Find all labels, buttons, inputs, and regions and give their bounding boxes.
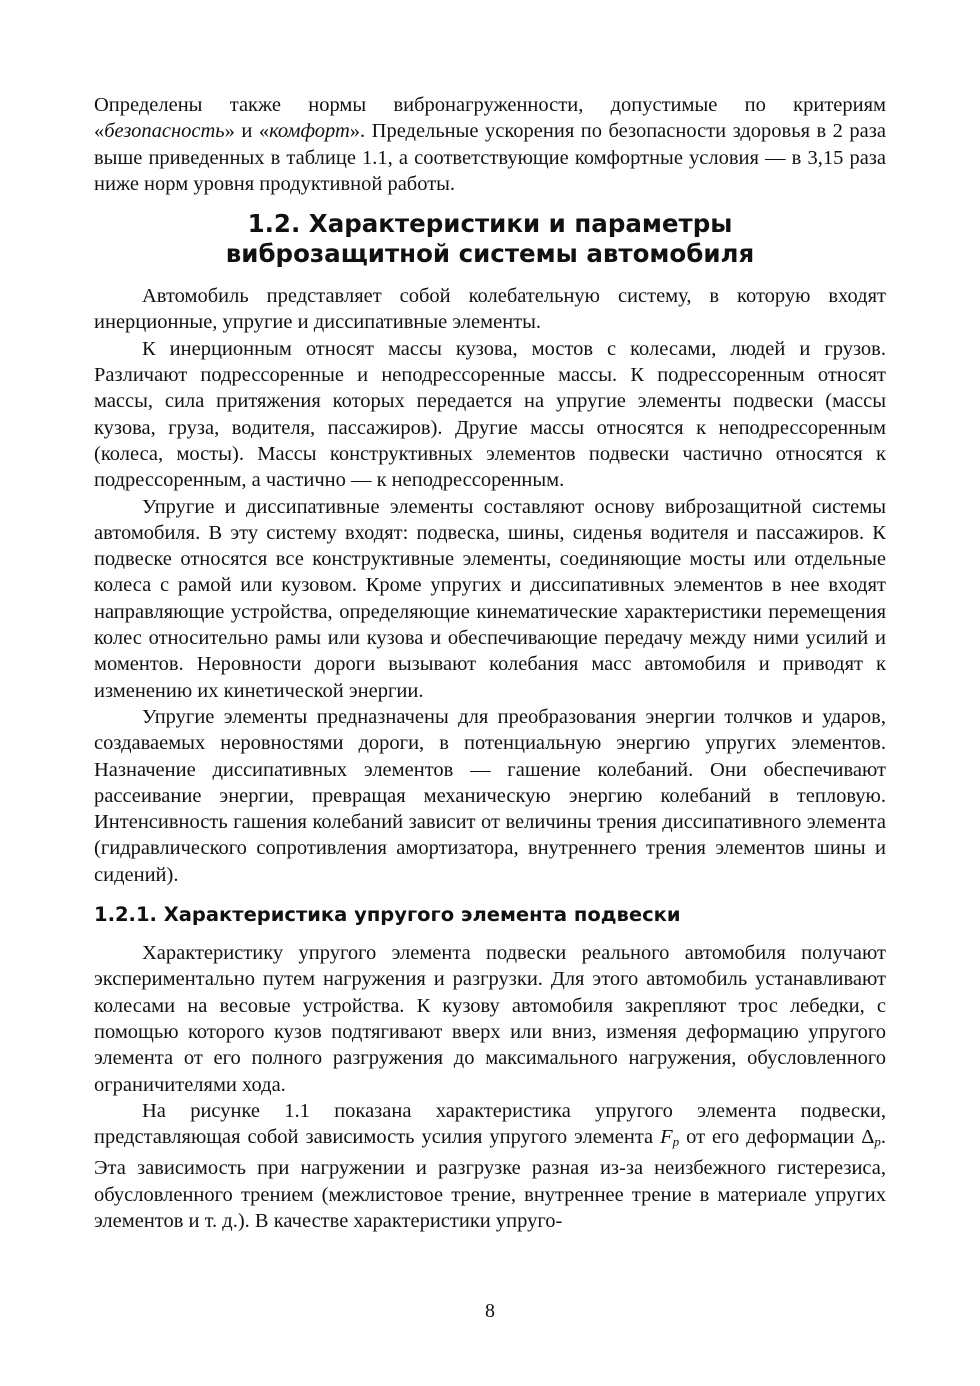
page-number: 8	[485, 1300, 495, 1322]
subsection-paragraph-2: На рисунке 1.1 показана характеристика упругого элемента подвески, представляющая собой зависимость усилия упругого элемента $F_р$ от его деформации $\Delta_р$. Эта зависимость при нагружении и разгрузке разная из-за неизбежного гистерезиса, обусловленного трением (межлистовое трение, внутреннее трение в материале упругих элементов и т. д.). В качестве характеристики упруго-	[94, 1099, 887, 1232]
section-heading	[94, 209, 886, 269]
intro-emphasis-comfort: комфорт	[269, 120, 350, 143]
subsection-paragraph-1: Характеристику упругого элемента подвески реального автомобиля получают экспериментально путем нагружения и разгрузки. Для этого автомобиль устанавливают колесами на весовые устройства. К кузову автомобиля закрепляют трос лебедки, с помощью которого кузов подтягивают вверх или вниз, изменяя деформацию упругого элемента от его полного разгружения до максимального нагружения, обусловленного ограничителями хода.	[94, 942, 886, 1096]
force-subscript: р	[672, 1134, 680, 1150]
deformation-symbol: Δ	[861, 1126, 875, 1149]
section-heading-line-1: 1.2. Характеристики и параметры	[247, 209, 733, 239]
section-heading-line-2: виброзащитной системы автомобиля	[225, 239, 755, 269]
document-page	[94, 92, 886, 1234]
deformation-subscript: р	[874, 1134, 881, 1150]
section-paragraph-4: Упругие элементы предназначены для преобразования энергии толчков и ударов, создаваемых неровностями дороги, в потенциальную энергию упругих элементов. Назначение диссипативных элементов — гашение колебаний. Они обеспечивают рассеивание энергии, превращая механическую энергию колебаний в тепловую. Интенсивность гашения колебаний зависит от величины трения диссипативного элемента (гидравлического сопротивления амортизатора, внутреннего трения элементов шины и сидений).	[94, 705, 886, 886]
intro-paragraph: Определены также нормы вибронагруженности, допустимые по критериям «безопасность» и «комфорт». Предельные ускорения по безопасности здоровья в 2 раза выше приведенных в таблице 1.1, а соответствующие комфортные условия — в 3,15 раза ниже норм уровня продуктивной работы.	[94, 94, 886, 195]
subsection-heading: 1.2.1. Характеристика упругого элемента подвески	[94, 903, 681, 927]
intro-emphasis-safety: безопасность	[104, 120, 225, 143]
section-paragraph-3: Упругие и диссипативные элементы составляют основу виброзащитной системы автомобиля. В эту систему входят: подвеска, шины, сиденья водителя и пассажиров. К подвеске относятся все конструктивные элементы, соединяющие мосты или отдельные колеса с рамой или кузовом. Кроме упругих и диссипативных элементов в нее входят направляющие устройства, определяющие кинематические характеристики перемещения колес относительно рамы или кузова и обеспечивающие передачу между ними усилий и моментов. Неровности дороги вызывают колебания масс автомобиля и приводят к изменению их кинетической энергии.	[94, 495, 886, 702]
force-symbol: F	[660, 1126, 673, 1149]
section-paragraph-2: К инерционным относят массы кузова, мостов с колесами, людей и грузов. Различают подрессоренные и неподрессоренные массы. К подрессоренным относят массы, сила притяжения которых передается на упругие элементы подвески (массы кузова, груза, водителя, пассажиров). Другие массы относятся к неподрессоренным (колеса, мосты). Массы конструктивных элементов подвески частично относятся к подрессоренным, а частично — к неподрессоренным.	[94, 337, 886, 492]
section-paragraph-1: Автомобиль представляет собой колебательную систему, в которую входят инерционные, упругие и диссипативные элементы.	[94, 285, 886, 334]
